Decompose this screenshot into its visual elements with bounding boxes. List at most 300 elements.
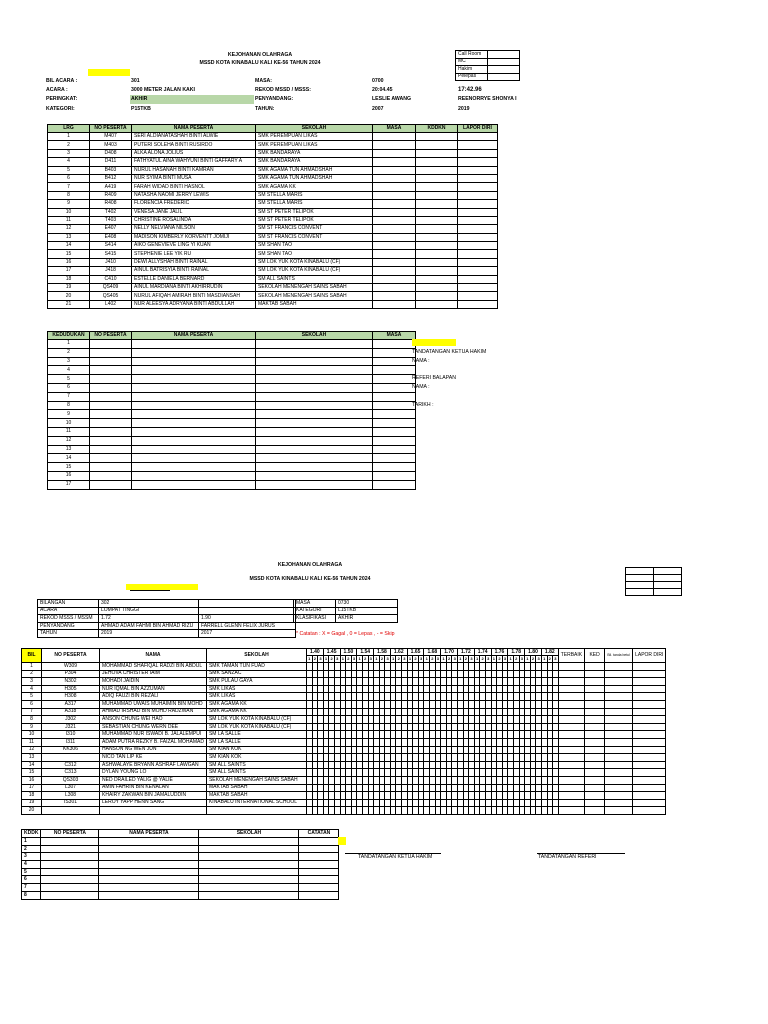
attempt-cell [605,685,633,693]
empty-cell [90,357,132,366]
height-header: 1.58 [374,649,391,656]
lane-cell: 17 [48,267,90,275]
position-cell: 15 [48,463,90,472]
attempt-header: 2 [548,656,551,661]
attempt-header: 3 [520,656,523,661]
table-row [22,731,666,739]
empty-cell [373,427,416,436]
empty-cell [373,284,416,292]
position-cell: 13 [48,445,90,454]
empty-cell [299,876,339,884]
table-row [48,158,498,166]
attempt-cell [633,799,666,807]
lane-cell: 20 [48,292,90,300]
empty-cell [416,174,458,182]
attempt-header: 2 [515,656,518,661]
school-cell: SM ALL SAINTS [256,275,373,283]
empty-cell [132,436,256,445]
info-row [294,607,398,615]
role-label: Pelepas [456,73,488,81]
attempt-cell [558,723,584,731]
position-cell: 14 [48,454,90,463]
attempt-cell [605,792,633,800]
participant-name-cell: HANSON NG WEN JUN [100,746,207,754]
height-header: 1.74 [474,649,491,656]
empty-cell [458,191,498,199]
position-cell: 3 [48,357,90,366]
empty-cell [256,383,373,392]
result-row [22,845,339,853]
rekod-mssd: 20:04.45 [372,87,393,93]
nama-label-2: NAMA : [412,384,430,390]
attempt-cell [605,799,633,807]
attempt-cell [558,807,584,815]
school-cell: SM SHAN TAO [256,242,373,250]
attempt-cell [585,769,605,777]
participant-no-cell: KK306 [42,746,100,754]
empty-cell [41,838,99,846]
empty-cell [373,419,416,428]
result-row [22,838,339,846]
lane-cell: 12 [48,225,90,233]
participant-name-cell: MUHAMMAD NUR ISWADI B. JALALEMPUI [100,731,207,739]
school-cell: MAKTAB SABAH [206,784,306,792]
school-cell: SM ALL SAINTS [206,761,306,769]
participant-name-cell: NICO TAN LIP KE [100,754,207,762]
attempt-cell [585,700,605,708]
empty-cell [199,884,299,892]
attempt-cell [558,670,584,678]
column-header: NO PESERTA [42,649,100,663]
empty-cell [90,445,132,454]
empty-cell [416,267,458,275]
participant-no-cell: I311 [42,738,100,746]
attempt-header: 3 [369,656,372,661]
result-row [48,480,416,489]
attempt-cell [585,693,605,701]
attempt-cell [585,738,605,746]
attempt-cell [605,738,633,746]
info-row [38,630,296,638]
participant-no-cell: M403 [90,141,132,149]
results-table [47,331,416,490]
role-label: MC [456,58,488,66]
attempt-header: 2 [313,656,316,661]
info-value: AHMAD ADAM FAHMI BIN AHMAD RIZU [99,622,199,630]
empty-cell [416,166,458,174]
info-label: TAHUN [38,630,99,638]
empty-cell [99,884,199,892]
participant-name-cell: DYLAN YOUNG LO [100,769,207,777]
empty-cell [458,133,498,141]
empty-cell [458,208,498,216]
attempt-header: 1 [375,656,378,661]
empty-cell [41,853,99,861]
empty-cell [256,392,373,401]
participant-no-cell: T402 [90,208,132,216]
underline [130,590,170,591]
empty-cell [416,233,458,241]
info-value: 2017 [199,630,296,638]
participant-no-cell: D411 [90,158,132,166]
empty-cell [90,366,132,375]
participant-name-cell: FLORENCIA FREDERIC [132,200,256,208]
attempt-header: 1 [475,656,479,661]
bil-cell: 2 [22,670,42,678]
attempt-header: 2 [364,656,367,661]
table-row [48,141,498,149]
empty-cell [256,463,373,472]
height-header: 1.82 [541,649,558,656]
school-cell: SM STELLA MARIS [256,200,373,208]
bil-cell: 9 [22,723,42,731]
participant-name-cell: CHRISTINE ROSALINDA [132,216,256,224]
empty-cell [99,891,199,899]
empty-cell [90,410,132,419]
sign-highlight [412,339,456,346]
school-cell: KINABALU INTERNATIONAL SCHOOL [206,799,306,807]
attempt-header: 3 [537,656,540,661]
empty-cell [132,357,256,366]
table-row [48,174,498,182]
attempt-header: 1 [459,656,462,661]
empty-cell [256,366,373,375]
attempt-cell [605,723,633,731]
attempt-cell [633,708,666,716]
participant-no-cell: H308 [42,693,100,701]
participant-no-cell [42,754,100,762]
lane-cell: 2 [48,141,90,149]
yellow-highlight [88,69,130,76]
result-row [48,471,416,480]
attempt-cell [633,663,666,671]
empty-cell [132,348,256,357]
empty-cell [199,861,299,869]
empty-cell [90,348,132,357]
bil-cell: 11 [22,738,42,746]
tarikh-label: TARIKH : [412,402,434,408]
school-cell: SM ST FRANCIS CONVENT [256,233,373,241]
participant-name-cell: AIKO GENEVIEVE LING YI KUAN [132,242,256,250]
bil-cell: 10 [22,731,42,739]
table-row [22,746,666,754]
participant-no-cell: S415 [90,250,132,258]
table-row [22,723,666,731]
attempt-header: 3 [420,656,423,661]
empty-cell [99,861,199,869]
participant-name-cell: NURUL AFIQAH AMIRAH BINTI MASDIANSAH [132,292,256,300]
column-header: SEKOLAH [256,332,373,340]
attempt-cell [605,678,633,686]
attempt-cell [585,708,605,716]
school-cell: SEKOLAH MENENGAH SAINS SABAH [206,776,306,784]
info-row [38,607,296,615]
school-cell: SM LOK YUK KOTA KINABALU (CF) [256,258,373,266]
empty-cell [132,366,256,375]
empty-cell [90,454,132,463]
empty-cell [132,375,256,384]
table-row [22,708,666,716]
attempt-cell [558,685,584,693]
empty-cell [199,838,299,846]
info-label: PENYANDANG [38,622,99,630]
lane-cell: 14 [48,242,90,250]
attempt-cell [633,784,666,792]
height-header: 1.78 [508,649,525,656]
sheet2-info-right [293,599,398,623]
empty-cell [256,471,373,480]
table-row [48,208,498,216]
empty-cell [90,401,132,410]
empty-cell [373,410,416,419]
empty-cell [373,292,416,300]
column-header: NO PESERTA [41,830,99,838]
participants-table [47,124,498,309]
attempt-cell [605,731,633,739]
participant-name-cell: NATASHA NAOMI JERRY LEWIS [132,191,256,199]
attempt-cell [605,693,633,701]
attempt-cell [558,738,584,746]
bil-cell: 7 [22,708,42,716]
empty-cell [373,375,416,384]
attempt-cell [585,746,605,754]
empty-cell [299,845,339,853]
participant-name-cell: STEPHENIE LEE YIK RU [132,250,256,258]
empty-cell [416,284,458,292]
attempt-header: 2 [531,656,535,661]
empty-cell [373,471,416,480]
table-row [48,267,498,275]
position-cell: 8 [22,891,41,899]
column-header: KEDUDUKAN [48,332,90,340]
participant-name-cell [100,807,207,815]
empty-cell [458,242,498,250]
participant-name-cell: DEWI ALLYSHAH BINTI RAINAL [132,258,256,266]
attempt-cell [605,746,633,754]
empty-cell [90,463,132,472]
attempt-cell [633,685,666,693]
yellow-square [338,837,346,845]
lane-cell: 16 [48,258,90,266]
participant-no-cell: N302 [42,678,100,686]
school-cell: SMK BANDARAYA [256,158,373,166]
info-label: MASA [294,600,336,608]
height-header: 1.72 [458,649,475,656]
result-row [22,861,339,869]
column-header: LAPOR DIRI [458,125,498,133]
empty-cell [373,445,416,454]
info-row [38,615,296,623]
table-row [22,685,666,693]
empty-cell [373,463,416,472]
info-value [199,600,296,608]
attempt-header: 1 [526,656,529,661]
participant-no-cell: L307 [42,784,100,792]
sheet1-subtitle: MSSD KOTA KINABALU KALI KE-56 TAHUN 2024 [199,60,321,66]
column-header: LRG [48,125,90,133]
participant-name-cell: AMIN FAHRIN BIN KENALAN [100,784,207,792]
participant-name-cell: FARAH WIDAD BINTI HASNOL [132,183,256,191]
empty-cell [373,158,416,166]
empty-cell [373,436,416,445]
attempt-cell [605,807,633,815]
empty-cell [373,191,416,199]
attempt-cell [633,678,666,686]
attempt-cell [633,700,666,708]
school-cell: SM ST FRANCIS CONVENT [256,225,373,233]
position-cell: 9 [48,410,90,419]
attempt-cell [585,754,605,762]
attempt-cell [633,670,666,678]
school-cell: SM LOK YUK KOTA KINABALU (CF) [206,723,306,731]
empty-cell [458,200,498,208]
empty-cell [41,845,99,853]
participant-no-cell: W309 [42,663,100,671]
participant-name-cell: MUHAMMAD UWAIS MUHAIMIN BIN MOHD [100,700,207,708]
height-header: 1.54 [357,649,374,656]
attempt-cell [633,723,666,731]
participant-name-cell: ESTELLE DANIELA BERNARD [132,275,256,283]
position-cell: 1 [48,340,90,349]
attempt-cell [633,792,666,800]
column-header: KED [585,649,605,663]
attempt-header: 1 [543,656,546,661]
table-row [48,292,498,300]
lane-cell: 9 [48,200,90,208]
attempt-cell [633,716,666,724]
empty-cell [373,366,416,375]
empty-cell [373,340,416,349]
kategori-value: P15TKB [131,106,151,112]
empty-cell [299,884,339,892]
participant-no-cell: QS303 [42,776,100,784]
empty-cell [90,480,132,489]
school-cell: SMK AGAMA TUN AHMADSHAH [256,174,373,182]
attempt-cell [605,700,633,708]
peringkat-value: AKHIR [130,95,254,104]
column-header: KDDK [22,830,41,838]
attempt-cell [558,731,584,739]
empty-cell [416,208,458,216]
attempt-header: 2 [380,656,384,661]
sheet2-subtitle: MSSD KOTA KINABALU KALI KE-56 TAHUN 2024 [249,576,371,582]
empty-cell [458,250,498,258]
role-label: Call Room [456,51,488,59]
attempt-cell [633,807,666,815]
lane-cell: 4 [48,158,90,166]
empty-cell [416,216,458,224]
school-cell: SM LOK YUK KOTA KINABALU (CF) [256,267,373,275]
school-cell: SMK PEREMPUAN LIKAS [256,141,373,149]
empty-cell [199,868,299,876]
bil-cell: 3 [22,678,42,686]
position-cell: 7 [48,392,90,401]
empty-cell [199,845,299,853]
table-row [22,799,666,807]
column-header: MASA [373,332,416,340]
school-cell: SMK AGAMA TUN AHMADSHAH [256,166,373,174]
attempt-cell [585,663,605,671]
attempt-header: 1 [324,656,328,661]
lane-cell: 7 [48,183,90,191]
column-header: KDDKN [416,125,458,133]
result-row [48,454,416,463]
attempt-header: 1 [392,656,395,661]
participant-no-cell: A318 [42,708,100,716]
attempt-cell [558,678,584,686]
empty-cell [373,216,416,224]
empty-cell [90,340,132,349]
participant-no-cell: S414 [90,242,132,250]
attempt-cell [585,761,605,769]
attempt-header: 2 [498,656,501,661]
empty-cell [458,166,498,174]
participant-no-cell: J418 [90,267,132,275]
info-value: L15TKB [336,607,398,615]
empty-cell [458,267,498,275]
bil-cell: 5 [22,693,42,701]
empty-cell [373,275,416,283]
lane-cell: 5 [48,166,90,174]
attempt-header: 3 [487,656,490,661]
role-sign-cell [488,66,520,74]
school-cell: MAKTAB SABAH [206,792,306,800]
attempt-header: 3 [319,656,322,661]
position-cell: 5 [22,868,41,876]
result-row [48,410,416,419]
attempt-header: 1 [509,656,512,661]
attempt-cell [585,792,605,800]
participant-name-cell: NUR ALEESYA ADRYANA BINTI ABDULLAH [132,300,256,308]
attempt-header: 3 [503,656,507,661]
info-row [294,615,398,623]
lane-cell: 15 [48,250,90,258]
empty-cell [458,183,498,191]
participant-name-cell: MOHAMMAD SHAFIQAL RADZI BIN ABDUL [100,663,207,671]
attempt-cell [633,761,666,769]
attempt-cell [585,723,605,731]
table-row [48,284,498,292]
empty-cell [416,242,458,250]
attempt-header: 3 [554,656,557,661]
attempt-header: 3 [470,656,473,661]
participant-no-cell: B412 [90,174,132,182]
school-cell: SM KIAN KOK [206,746,306,754]
rekod-label: REKOD MSSD / MSSS: [255,87,311,93]
attempt-cell [558,708,584,716]
empty-cell [90,392,132,401]
empty-cell [299,861,339,869]
sheet2-info-left [37,599,296,638]
attempt-cell [605,663,633,671]
attempt-cell [605,776,633,784]
school-cell: SMK PEREMPUAN LIKAS [256,133,373,141]
lane-cell: 3 [48,149,90,157]
attempt-cell [633,746,666,754]
participant-no-cell: E408 [90,233,132,241]
empty-cell [256,454,373,463]
bil-cell: 1 [22,663,42,671]
empty-cell [416,133,458,141]
empty-cell [373,250,416,258]
participant-name-cell: PUTERI SOLEHA BINTI RUSIRDO [132,141,256,149]
school-cell: SM LA SALLE [206,731,306,739]
empty-cell [299,891,339,899]
empty-cell [458,258,498,266]
column-header: BIL [22,649,42,663]
sheet2-results-table [21,829,339,900]
empty-cell [416,300,458,308]
